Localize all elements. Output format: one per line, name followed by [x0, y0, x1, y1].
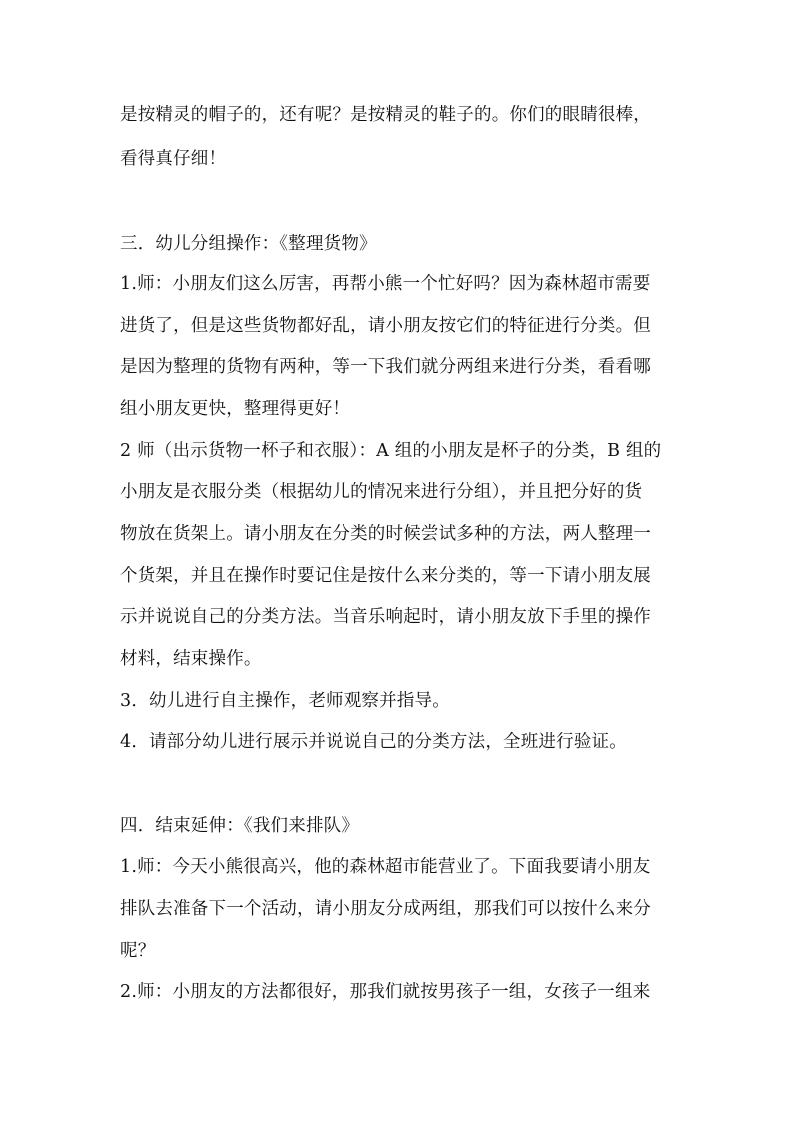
section-heading: 三．幼儿分组操作：《整理货物》 [120, 234, 377, 254]
text-line: 2.师：小朋友的方法都很好，那我们就按男孩子一组，女孩子一组来 [120, 982, 651, 1002]
text-line: 2 师（出示货物一杯子和衣服）：A 组的小朋友是杯子的分类，B 组的 [120, 441, 662, 461]
text-line: 1.师：今天小熊很高兴，他的森林超市能营业了。下面我要请小朋友 [120, 857, 651, 877]
text-line: 小朋友是衣服分类（根据幼儿的情况来进行分组），并且把分好的货 [120, 482, 643, 502]
text-line: 组小朋友更快，整理得更好！ [120, 399, 351, 419]
text-line: 看得真仔细！ [120, 149, 227, 169]
text-line: 进货了，但是这些货物都好乱，请小朋友按它们的特征进行分类。但 [120, 316, 651, 336]
text-line: 示并说说自己的分类方法。当音乐响起时，请小朋友放下手里的操作 [120, 607, 651, 627]
text-line: 个货架，并且在操作时要记住是按什么来分类的，等一下请小朋友展 [120, 566, 651, 586]
text-line: 3．幼儿进行自主操作，老师观察并指导。 [120, 691, 450, 711]
text-line: 4．请部分幼儿进行展示并说说自己的分类方法，全班进行验证。 [120, 732, 627, 752]
text-line: 排队去准备下一个活动，请小朋友分成两组，那我们可以按什么来分 [120, 899, 651, 919]
text-line: 物放在货架上。请小朋友在分类的时候尝试多种的方法，两人整理一 [120, 524, 651, 544]
text-line: 是因为整理的货物有两种，等一下我们就分两组来进行分类，看看哪 [120, 357, 651, 377]
text-line: 1.师：小朋友们这么厉害，再帮小熊一个忙好吗？因为森林超市需要 [120, 274, 651, 294]
text-line: 材料，结束操作。 [120, 649, 262, 669]
text-line: 呢？ [120, 941, 156, 961]
text-line: 是按精灵的帽子的，还有呢？是按精灵的鞋子的。你们的眼睛很棒， [120, 105, 651, 125]
section-heading: 四．结束延伸：《我们来排队》 [120, 816, 360, 836]
